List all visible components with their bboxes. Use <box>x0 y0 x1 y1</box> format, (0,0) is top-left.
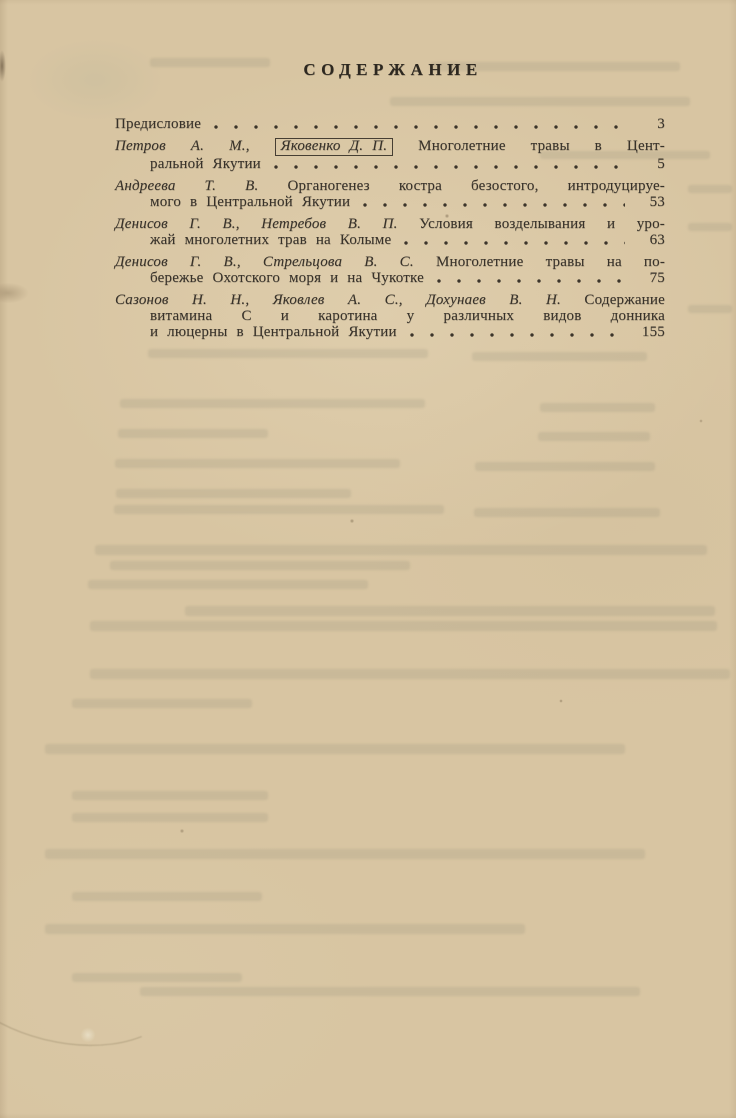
bleedthrough-smudge <box>90 621 717 631</box>
toc-page-number: 63 <box>649 232 665 248</box>
bleedthrough-smudge <box>110 561 410 570</box>
boxed-author-annotation <box>275 138 394 156</box>
toc-entry-authors: Андреева Т. В. <box>115 178 259 194</box>
toc-entry-line <box>115 292 665 308</box>
bleedthrough-smudge <box>472 352 647 361</box>
bleedthrough-smudge <box>114 505 444 514</box>
bleedthrough-smudge <box>88 580 368 589</box>
toc-entry-line <box>115 324 665 340</box>
toc-entry-title: Условия возделывания и уро- <box>419 216 665 232</box>
bleedthrough-smudge <box>120 399 425 408</box>
bleedthrough-smudge <box>72 813 268 822</box>
toc-entry-line <box>115 156 665 172</box>
toc-page-number: 3 <box>657 116 665 132</box>
bleedthrough-smudge <box>116 489 351 498</box>
bleedthrough-smudge <box>688 223 732 231</box>
toc-entry-title: ральной Якутии <box>150 156 261 172</box>
bleedthrough-smudge <box>72 699 252 708</box>
bleedthrough-smudge <box>475 462 655 471</box>
dot-leader <box>409 332 625 338</box>
dot-leader <box>213 124 625 130</box>
toc-entry-title: витамина С и каротина у различных видов донника <box>150 308 665 324</box>
dot-leader <box>273 164 625 170</box>
toc-page-number: 75 <box>649 270 665 286</box>
toc-entry-line <box>115 308 665 324</box>
toc-entry-title: Многолетние травы на по- <box>435 254 666 270</box>
toc-entry-line <box>115 178 665 194</box>
toc-entry-authors: Денисов Г. В., Нетребов В. П. <box>115 216 398 232</box>
toc-entry-title: Многолетние травы в Цент- <box>418 138 665 154</box>
toc-entry-title: бережье Охотского моря и на Чукотке <box>150 270 424 286</box>
toc-entry-authors: Сазонов Н. Н., Яковлев А. С., Дохунаев В. Н. <box>115 292 561 308</box>
paper-scratch <box>0 873 196 1069</box>
bleedthrough-smudge <box>185 606 715 616</box>
bleedthrough-smudge <box>474 508 660 517</box>
toc-entry-line <box>115 270 665 286</box>
bleedthrough-smudge <box>72 791 268 800</box>
bleedthrough-smudge <box>688 305 732 313</box>
bleedthrough-smudge <box>45 744 625 754</box>
toc-entry-line <box>115 194 665 210</box>
toc-entry-line <box>115 116 665 132</box>
bleedthrough-smudge <box>148 349 428 358</box>
toc-entry-line <box>115 254 665 270</box>
toc-entry-title: и люцерны в Центральной Якутии <box>150 324 397 340</box>
toc-entry-line <box>115 138 665 156</box>
dot-leader <box>362 202 625 208</box>
toc-entry-denisov-streltsova <box>115 254 665 286</box>
toc-entry-title: Предисловие <box>115 116 202 132</box>
toc-entry-authors: Яковенко Д. П. <box>280 138 388 154</box>
toc-entry-title: Органогенез костра безостого, интродуцируе- <box>287 178 666 194</box>
bleedthrough-smudge <box>45 849 645 859</box>
table-of-contents <box>115 60 665 346</box>
bleedthrough-smudge <box>90 669 730 679</box>
dot-leader <box>436 278 625 284</box>
toc-list <box>115 116 665 340</box>
dot-leader <box>403 240 625 246</box>
toc-entry-preface <box>115 116 665 132</box>
bleedthrough-smudge <box>140 987 640 996</box>
toc-entry-authors: Денисов Г. В., Стрельцова В. С. <box>115 254 414 270</box>
bleedthrough-smudge <box>115 459 400 468</box>
toc-entry-petrov-yakovenko <box>115 138 665 172</box>
toc-entry-authors: Петров А. М., <box>115 138 250 154</box>
toc-entry-andreeva <box>115 178 665 210</box>
toc-entry-title: Содержание <box>584 292 665 308</box>
bleedthrough-smudge <box>688 185 732 193</box>
toc-page-number: 53 <box>649 194 665 210</box>
bleedthrough-smudge <box>538 432 650 441</box>
toc-entry-line <box>115 232 665 248</box>
bleedthrough-smudge <box>95 545 707 555</box>
toc-page-number: 5 <box>657 156 665 172</box>
bleedthrough-smudge <box>118 429 268 438</box>
toc-entry-title: жай многолетних трав на Колыме <box>150 232 392 248</box>
toc-entry-sazonov <box>115 292 665 340</box>
bleedthrough-smudge <box>72 892 262 901</box>
bleedthrough-smudge <box>540 403 655 412</box>
toc-entry-denisov-netrebov <box>115 216 665 248</box>
toc-page-number: 155 <box>641 324 665 340</box>
toc-entry-line <box>115 216 665 232</box>
contents-heading: СОДЕРЖАНИЕ <box>303 60 483 79</box>
toc-entry-title: мого в Центральной Якутии <box>150 194 351 210</box>
